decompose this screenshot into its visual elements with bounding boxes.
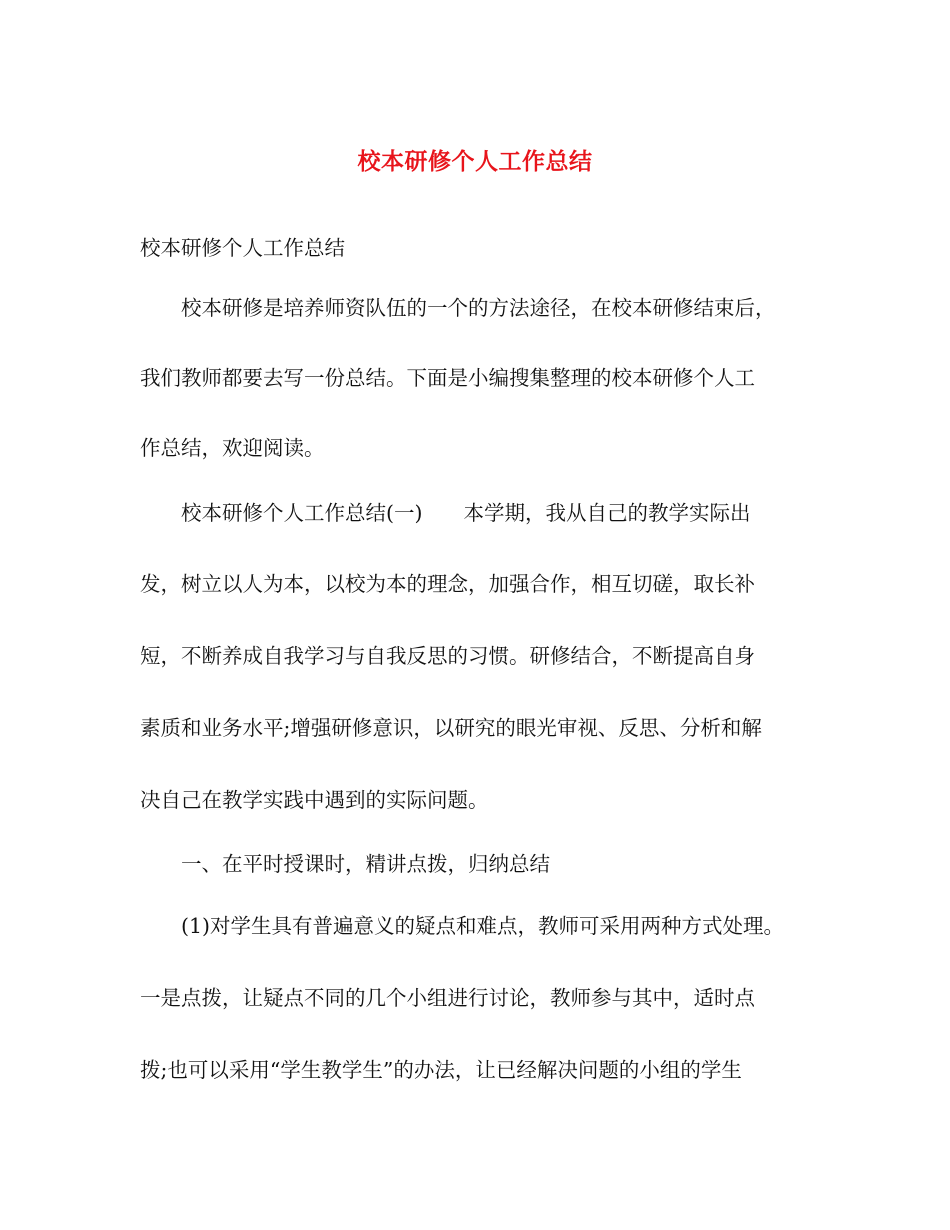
text-line-10: 一、在平时授课时，精讲点拨，归纳总结 (140, 852, 550, 876)
text-line-13: 拨;也可以采用“学生教学生”的办法，让已经解决问题的小组的学生 (140, 1058, 742, 1082)
text-line-2: 校本研修是培养师资队伍的一个的方法途径，在校本研修结束后， (140, 296, 776, 320)
text-line-8: 素质和业务水平;增强研修意识，以研究的眼光审视、反思、分析和解 (140, 716, 762, 740)
text-line-6: 发，树立以人为本，以校为本的理念，加强合作，相互切磋，取长补 (140, 572, 755, 596)
document-title: 校本研修个人工作总结 (357, 148, 593, 175)
text-line-11: (1)对学生具有普遍意义的疑点和难点，教师可采用两种方式处理。 (140, 914, 785, 938)
text-line-9: 决自己在教学实践中遇到的实际问题。 (140, 788, 489, 812)
text-line-12: 一是点拨，让疑点不同的几个小组进行讨论，教师参与其中，适时点 (140, 986, 755, 1010)
text-line-7: 短，不断养成自我学习与自我反思的习惯。研修结合，不断提高自身 (140, 644, 755, 668)
text-line-5: 校本研修个人工作总结(一) 本学期，我从自己的教学实际出 (140, 501, 751, 525)
text-line-4: 作总结，欢迎阅读。 (140, 436, 325, 460)
text-line-1: 校本研修个人工作总结 (140, 236, 345, 260)
text-line-3: 我们教师都要去写一份总结。下面是小编搜集整理的校本研修个人工 (140, 366, 755, 390)
